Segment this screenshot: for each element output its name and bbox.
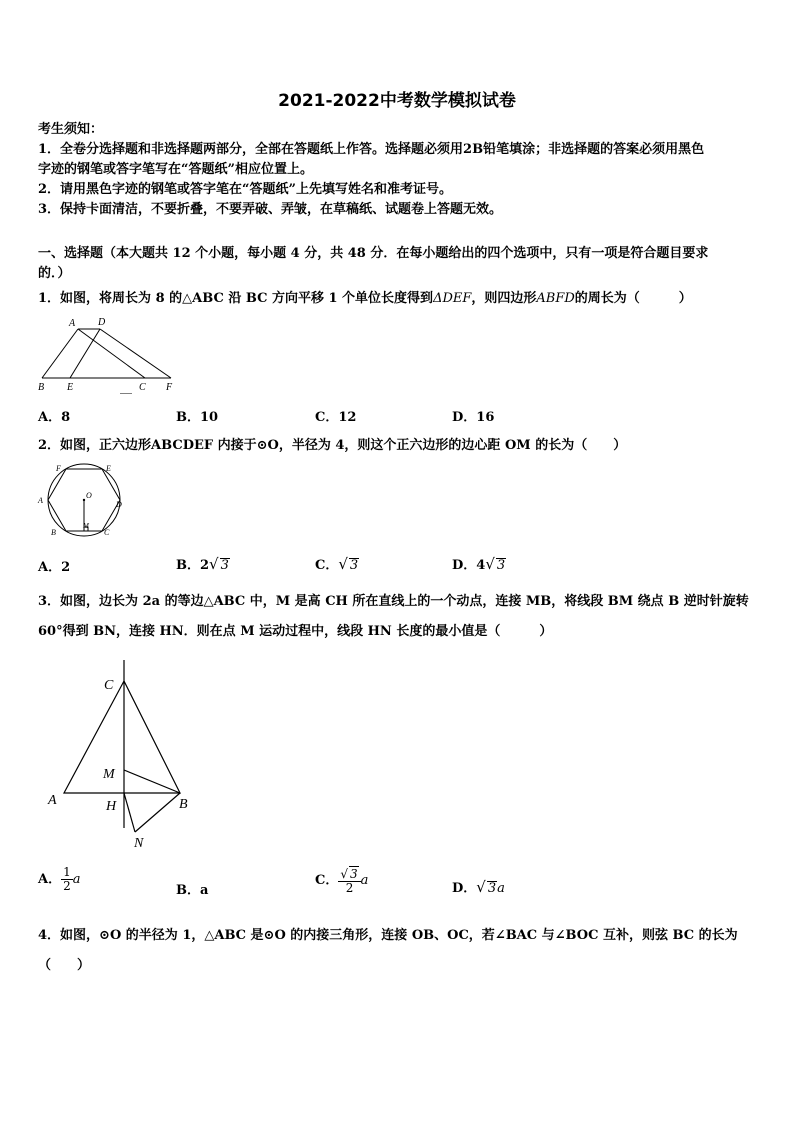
question-3-option-b[interactable]: B．a xyxy=(176,883,209,898)
fraction-one-half: $\frac{1}{2}$ xyxy=(63,865,71,893)
section-heading-line-2: 的．） xyxy=(38,266,71,281)
label-b: B xyxy=(38,382,45,393)
option-c-prefix: C． xyxy=(315,558,339,573)
question-1-post: 的周长为（ ） xyxy=(574,291,692,306)
variable-a: a xyxy=(72,872,81,887)
label-b: B xyxy=(179,797,188,812)
label-c: C xyxy=(139,382,146,393)
question-2-text: 2．如图，正六边形ABCDEF 内接于⊙O，半径为 4，则这个正六边形的边心距 OM 的长为（ ） xyxy=(38,438,627,453)
radicand: 3 xyxy=(496,558,506,573)
question-4-line-1: 4．如图，⊙O 的半径为 1，△ABC 是⊙O 的内接三角形，连接 OB、OC，若∠BAC 与∠BOC 互补，则弦 BC 的长为 xyxy=(38,928,738,943)
notice-heading: 考生须知： xyxy=(38,122,104,137)
notice-line-1b: 字迹的钢笔或答字笔写在“答题纸”相应位置上。 xyxy=(38,162,313,177)
notice-line-2: 2．请用黑色字迹的钢笔或答字笔在“答题纸”上先填写姓名和准考证号。 xyxy=(38,182,453,197)
variable-a: a xyxy=(497,881,505,896)
label-e: E xyxy=(67,382,74,393)
label-a: A xyxy=(38,496,43,505)
label-n: N xyxy=(134,836,144,851)
question-3-option-d[interactable] xyxy=(452,877,505,896)
option-a-prefix: A． xyxy=(38,872,62,887)
label-o: O xyxy=(86,491,92,500)
radical-sign: √ xyxy=(209,555,219,573)
question-3-option-c[interactable] xyxy=(315,866,368,895)
triangle-abc xyxy=(64,681,180,793)
fraction-root3-over-2: $\frac{√ 3}{2}$ xyxy=(338,866,360,895)
question-2-option-a[interactable]: A．2 xyxy=(38,560,71,575)
label-h: H xyxy=(106,799,117,814)
label-f: F xyxy=(56,464,61,473)
question-1-option-b[interactable]: B．10 xyxy=(176,410,219,425)
radical-sign: √ xyxy=(340,867,349,881)
question-2-option-b[interactable] xyxy=(176,554,230,573)
question-4-line-2: （ ） xyxy=(38,958,91,973)
section-heading-line-1: 一、选择题（本大题共 12 个小题，每小题 4 分，共 48 分．在每小题给出的四个选项中，只有一项是符合题目要求 xyxy=(38,246,709,261)
question-1-text xyxy=(38,289,692,309)
question-2-figure xyxy=(34,462,130,540)
question-3-line-1: 3．如图，边长为 2a 的等边△ABC 中，M 是高 CH 所在直线上的一个动点，连接 MB，将线段 BM 绕点 B 逆时针旋转 xyxy=(38,594,749,609)
label-b: B xyxy=(51,528,56,537)
question-1-option-a[interactable]: A．8 xyxy=(38,410,71,425)
question-3-option-a[interactable] xyxy=(38,866,81,893)
label-d: D xyxy=(116,500,122,509)
radicand: 3 xyxy=(220,558,229,573)
label-d: D xyxy=(98,317,106,328)
label-e: E xyxy=(106,464,111,473)
radical-sign: √ xyxy=(476,878,486,896)
question-1-option-d[interactable]: D．16 xyxy=(452,410,495,425)
notice-line-3: 3．保持卡面清洁，不要折叠，不要弄破、弄皱，在草稿纸、试题卷上答题无效。 xyxy=(38,202,503,217)
option-c-prefix: C． xyxy=(315,873,339,888)
question-2-option-d[interactable] xyxy=(452,554,506,573)
label-a: A xyxy=(69,318,76,329)
question-1-quad: ABFD xyxy=(536,291,575,306)
label-a: A xyxy=(48,793,57,808)
question-3-figure xyxy=(40,656,210,856)
label-f: F xyxy=(166,382,173,393)
side-ab xyxy=(42,329,78,378)
question-2-option-c[interactable] xyxy=(315,554,359,573)
segment-hn xyxy=(124,793,135,832)
side-de xyxy=(70,329,100,378)
radical-sign: √ xyxy=(338,555,348,573)
label-m: M xyxy=(103,767,115,782)
notice-line-1a: 1．全卷分选择题和非选择题两部分，全部在答题纸上作答。选择题必须用2B铅笔填涂；非选择题的答案必须用黑色 xyxy=(38,142,705,157)
radicand: 3 xyxy=(349,558,359,573)
option-d-prefix: D．4 xyxy=(452,558,486,573)
label-c: C xyxy=(104,678,114,693)
option-b-prefix: B．2 xyxy=(176,558,210,573)
question-1-figure xyxy=(36,314,186,394)
variable-a: a xyxy=(360,873,369,888)
question-3-line-2: 60°得到 BN，连接 HN．则在点 M 运动过程中，线段 HN 长度的最小值是（ ） xyxy=(38,624,553,639)
option-d-prefix: D． xyxy=(452,881,477,896)
segment-mb xyxy=(124,770,180,793)
segment-bn xyxy=(135,793,180,832)
question-1-triangle: ΔDEF xyxy=(433,291,472,306)
question-1-mid: ，则四边形 xyxy=(471,291,537,306)
question-1-option-c[interactable]: C．12 xyxy=(315,410,357,425)
exam-title: 2021-2022中考数学模拟试卷 xyxy=(278,91,516,111)
label-m: M xyxy=(83,522,89,530)
question-1-pre: 1．如图，将周长为 8 的△ABC 沿 BC 方向平移 1 个单位长度得到 xyxy=(38,291,434,306)
radical-sign: √ xyxy=(485,555,495,573)
label-c: C xyxy=(104,528,110,537)
radicand: 3 xyxy=(487,881,497,896)
